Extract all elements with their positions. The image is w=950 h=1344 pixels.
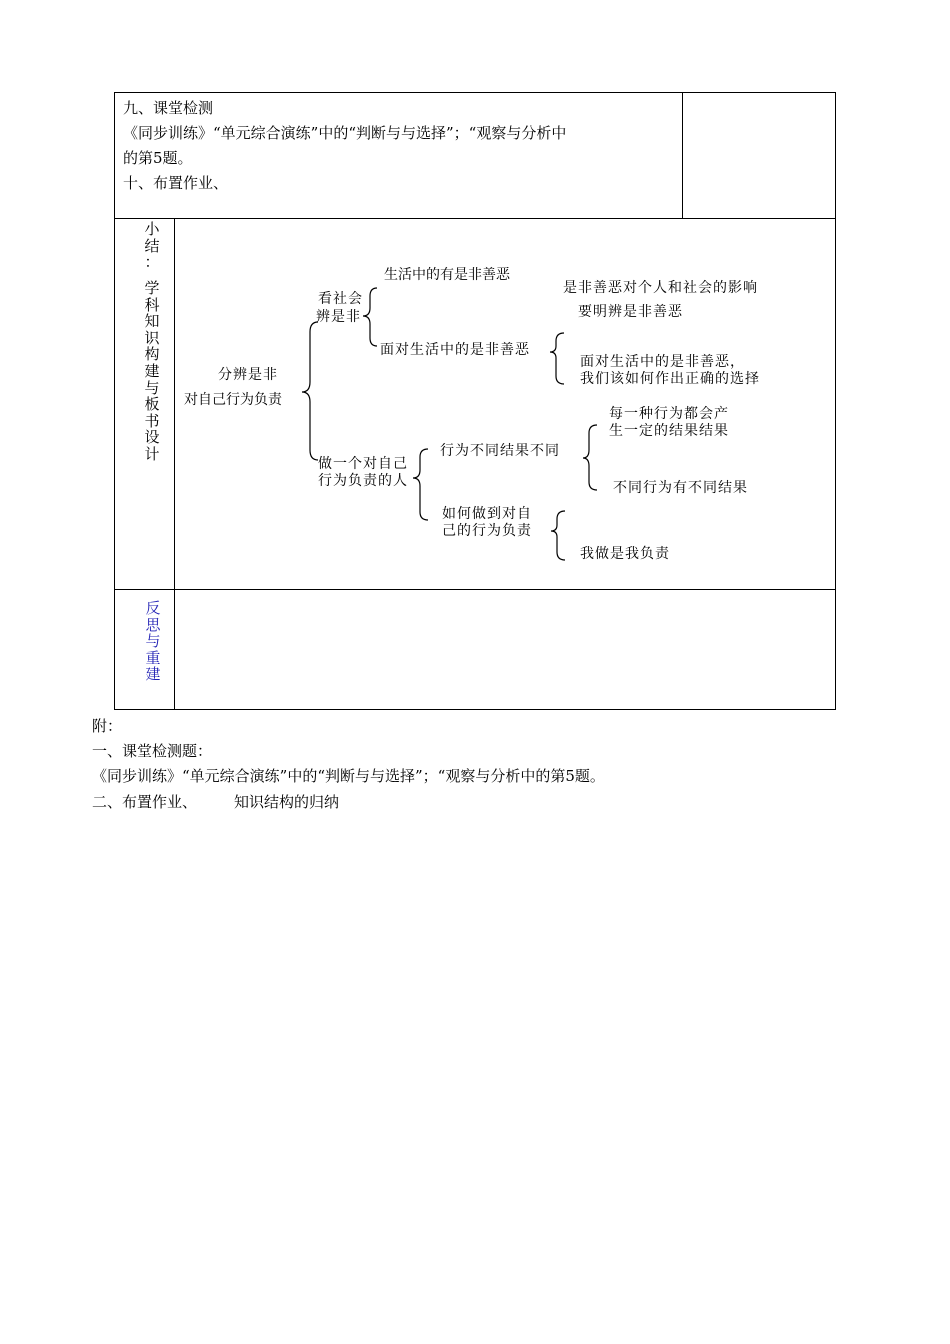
diagram-b1-c2-item1: 是非善恶对个人和社会的影响 [563, 280, 758, 296]
summary-side-label-bottom: 学 科 知 识 构 建 与 板 书 设 计 [144, 279, 160, 463]
section-heading-homework: 十、布置作业、 [123, 174, 229, 192]
classroom-test-text-line1: 《同步训练》“单元综合演练”中的“判断与与选择”；“观察与分析中 [123, 124, 567, 142]
diagram-b1-c2-item2: 要明辨是非善恶 [578, 304, 683, 320]
appendix-item1-text: 《同步训练》“单元综合演练”中的“判断与与选择”；“观察与分析中的第5题。 [92, 767, 605, 785]
reflection-side-label: 反 思 与 重 建 [145, 599, 161, 684]
brace-b1-child2 [550, 333, 564, 384]
diagram-b2-child2-line1: 如何做到对自 [442, 506, 532, 522]
diagram-b2-c1-item1-line1: 每一种行为都会产 [609, 406, 729, 422]
appendix-item2-label: 二、布置作业、 [92, 793, 198, 811]
diagram-b1-c2-item3-line1: 面对生活中的是非善恶， [580, 354, 745, 370]
brace-b2-child2 [551, 511, 565, 560]
diagram-b1-c2-item3-line2: 我们该如何作出正确的选择 [580, 371, 760, 387]
appendix-item1-heading: 一、课堂检测题： [92, 742, 213, 760]
summary-side-label-top: 小 结 ： [144, 220, 160, 272]
brace-root [302, 322, 318, 460]
diagram-b2-child2-line2: 己的行为负责 [442, 523, 532, 539]
diagram-b2-c1-item1-line2: 生一定的结果结果 [609, 423, 729, 439]
section-heading-classroom-test: 九、课堂检测 [123, 99, 214, 117]
diagram-branch2-line1: 做一个对自己 [318, 456, 408, 472]
diagram-root-line2: 对自己行为负责 [184, 392, 282, 408]
brace-branch1 [363, 288, 377, 346]
appendix-item2-text: 知识结构的归纳 [234, 793, 340, 811]
diagram-branch2-line2: 行为负责的人 [318, 473, 408, 489]
diagram-branch1-line1: 看社会 [318, 291, 363, 307]
diagram-b1-child1: 生活中的有是非善恶 [384, 267, 510, 283]
diagram-branch1-line2: 辨是非 [316, 309, 361, 325]
diagram-b2-child1: 行为不同结果不同 [440, 443, 560, 459]
brace-b2-child1 [583, 425, 597, 490]
diagram-root-line1: 分辨是非 [218, 367, 278, 383]
diagram-b2-c1-item2: 不同行为有不同结果 [613, 480, 748, 496]
classroom-test-text-line2: 的第5题。 [123, 149, 193, 167]
diagram-b2-c2-item1: 我做是我负责 [580, 546, 670, 562]
brace-branch2 [413, 449, 428, 520]
appendix-title: 附： [92, 717, 123, 735]
diagram-b1-child2: 面对生活中的是非善恶 [380, 342, 530, 358]
